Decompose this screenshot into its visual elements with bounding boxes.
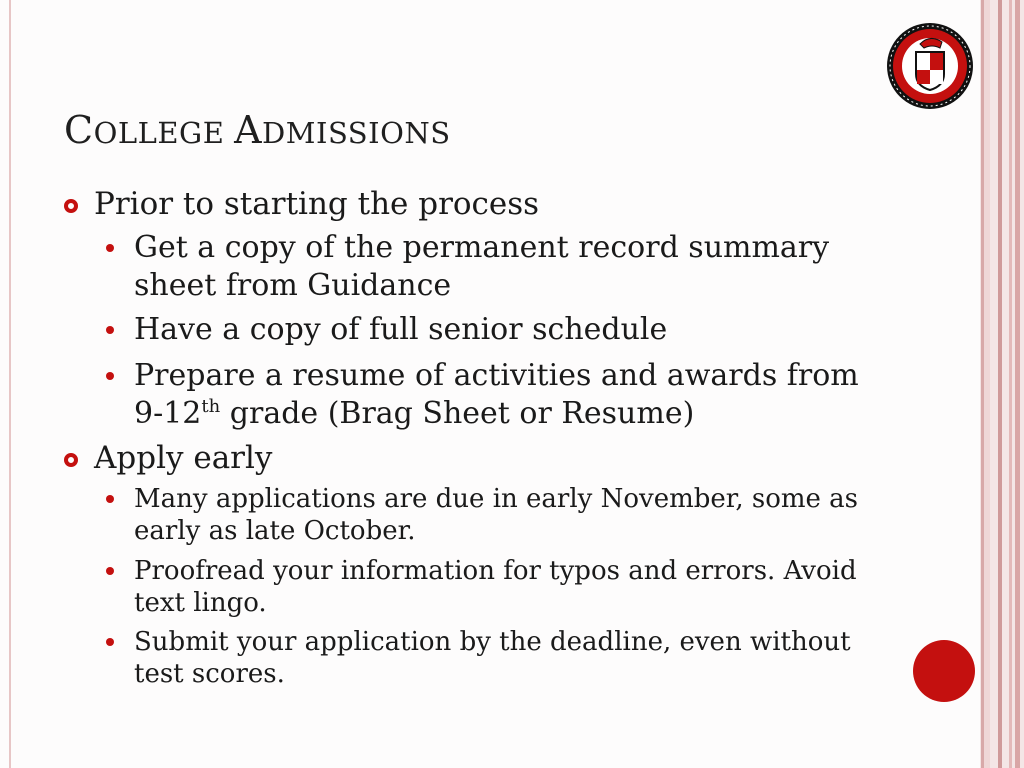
title-initial-2: A xyxy=(234,108,263,152)
stripe xyxy=(1015,0,1020,768)
slide-title xyxy=(64,108,451,152)
title-initial-1: C xyxy=(64,108,94,152)
bullet-dot-icon xyxy=(106,326,114,334)
sub-bullet-text: Submit your application by the deadline, even without test scores. xyxy=(134,627,851,689)
bullet-ring-icon xyxy=(64,453,78,467)
stripe xyxy=(998,0,1002,768)
sub-bullet-text: Get a copy of the permanent record summary sheet from Guidance xyxy=(134,230,830,303)
left-border-line xyxy=(9,0,11,768)
bullet-dot-icon xyxy=(106,244,114,252)
sub-bullet-text: Have a copy of full senior schedule xyxy=(134,312,668,347)
bullet-dot-icon xyxy=(106,372,114,380)
sub-bullet-text: Proofread your information for typos and errors. Avoid text lingo. xyxy=(134,556,857,618)
superscript: th xyxy=(201,396,221,417)
list-item xyxy=(64,186,539,223)
bullet-dot-icon xyxy=(106,567,114,575)
bullet-dot-icon xyxy=(106,495,114,503)
decorative-red-circle xyxy=(913,640,975,702)
sub-list-item xyxy=(106,229,874,305)
title-rest-1: OLLEGE xyxy=(93,116,235,150)
bullet-ring-icon xyxy=(64,199,78,213)
sub-bullet-text-part: Prepare a resume of activities and awards from 9-12 xyxy=(134,358,859,431)
bullet-dot-icon xyxy=(106,638,114,646)
school-crest-logo xyxy=(886,22,974,110)
sub-bullet-text: Many applications are due in early November, some as early as late October. xyxy=(134,484,859,546)
bullet-text: Prior to starting the process xyxy=(94,186,540,222)
stripe xyxy=(1009,0,1012,768)
sub-bullet-text-part: grade (Brag Sheet or Resume) xyxy=(220,396,695,431)
sub-list-item xyxy=(106,483,874,547)
bullet-text: Apply early xyxy=(94,440,273,476)
title-rest-2: DMISSIONS xyxy=(262,116,451,150)
list-item xyxy=(64,440,272,477)
right-decorative-band xyxy=(980,0,1024,768)
sub-list-item xyxy=(106,357,874,433)
sub-list-item xyxy=(106,311,874,349)
sub-list-item xyxy=(106,626,874,690)
sub-list-item xyxy=(106,555,874,619)
stripe xyxy=(984,0,990,768)
sub-bullet-text xyxy=(134,357,874,433)
